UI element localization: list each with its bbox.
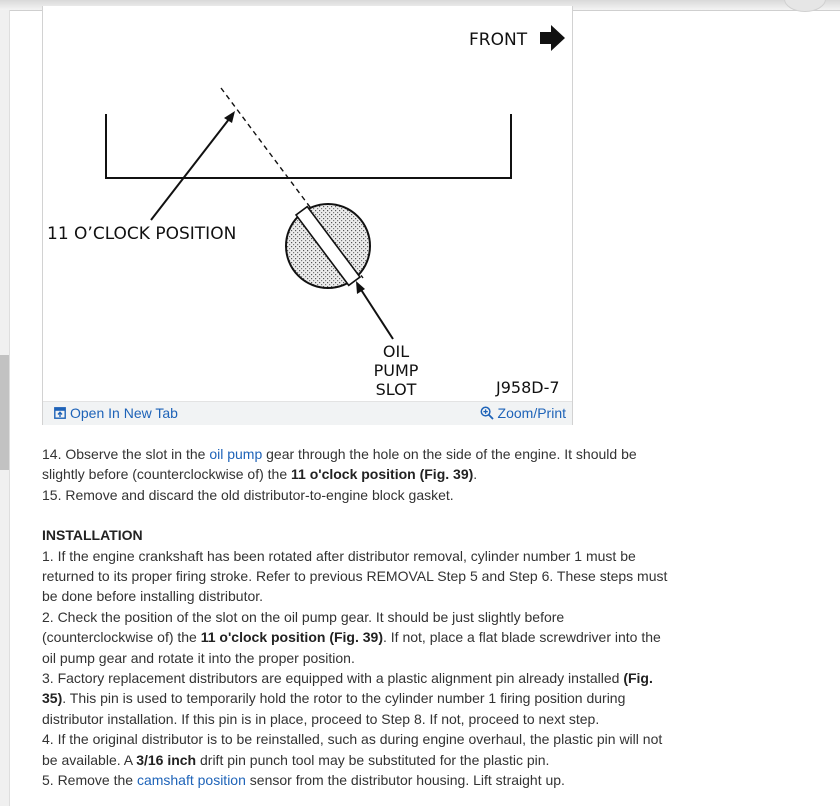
install-step-3 xyxy=(42,668,672,729)
open-in-new-tab-icon xyxy=(54,407,66,419)
install-step-3-bold-figure: (Fig. 35) xyxy=(42,670,653,707)
zoom-icon xyxy=(480,406,494,420)
install-step-2-text: 2. Check the position of the slot on the oil pump gear. It should be just slightly before (counterclockwise of) the xyxy=(42,608,565,646)
clock-leader-arrowhead xyxy=(224,111,235,123)
slot-label: SLOT xyxy=(375,380,417,399)
left-scrollbar-thumb[interactable] xyxy=(0,355,9,470)
open-in-new-tab-link[interactable] xyxy=(54,405,178,421)
open-in-new-tab-text: Open In New Tab xyxy=(70,405,178,421)
install-step-2 xyxy=(42,607,672,668)
slot-leader-line xyxy=(358,285,393,339)
step-14-bold-position: 11 o'clock position xyxy=(291,466,416,483)
front-arrow-icon xyxy=(540,25,565,51)
step-14-text: 14. Observe the slot in the xyxy=(42,446,210,462)
figure-39-diagram xyxy=(42,6,573,425)
install-step-2-bold-figure: (Fig. 39) xyxy=(329,629,383,646)
zoom-print-link[interactable] xyxy=(480,405,566,421)
figure-footer xyxy=(43,401,572,425)
install-step-4-text: 4. If the original distributor is to be reinstalled, such as during engine overhaul, the plastic pin will not be available. A xyxy=(42,731,663,768)
install-step-5-text: 5. Remove the xyxy=(42,772,137,789)
clock-leader-line xyxy=(151,114,233,220)
install-step-3-text-cont: . This pin is used to temporarily hold the rotor to the cylinder number 1 firing position during distributor installation. If this pin is in place, proceed to Step 8. If not, proceed to next step. xyxy=(42,690,626,727)
front-label: FRONT xyxy=(469,30,528,50)
install-step-4 xyxy=(42,729,672,770)
install-step-1: 1. If the engine crankshaft has been rotated after distributor removal, cylinder number 1 must be returned to its proper firing stroke. Refer to previous REMOVAL Step 5 and Step 6. These steps must be done before installing distributor. xyxy=(42,547,668,605)
left-scrollbar[interactable] xyxy=(0,10,10,806)
install-step-5 xyxy=(42,770,672,790)
install-step-2-bold-position: 11 o'clock position xyxy=(200,629,326,646)
pump-label: PUMP xyxy=(373,361,419,380)
install-step-3-text: 3. Factory replacement distributors are equipped with a plastic alignment pin already installed xyxy=(42,670,624,687)
clock-position-label: 11 O’CLOCK POSITION xyxy=(47,224,237,244)
oil-pump-link[interactable]: oil pump xyxy=(209,446,263,462)
engine-block-outline xyxy=(106,114,511,178)
camshaft-position-link[interactable]: camshaft position xyxy=(136,772,246,789)
zoom-print-text: Zoom/Print xyxy=(497,405,566,421)
diagram-svg xyxy=(43,6,572,401)
figure-code-label: J958D-7 xyxy=(496,378,560,397)
install-step-4-text-cont: drift pin punch tool may be substituted for the plastic pin. xyxy=(196,751,550,768)
step-15: 15. Remove and discard the old distributor-to-engine block gasket. xyxy=(42,486,454,503)
install-step-2-text-cont: . If not, place a flat blade screwdriver into the oil pump gear and rotate it into the proper position. xyxy=(42,629,661,666)
oil-label: OIL xyxy=(382,342,410,361)
step-14 xyxy=(42,444,672,485)
procedure-text xyxy=(42,444,672,791)
step-14-bold-figure: (Fig. 39) xyxy=(419,466,474,483)
paragraph-gap xyxy=(42,505,672,525)
install-step-5-text-cont: sensor from the distributor housing. Lift straight up. xyxy=(245,772,565,789)
installation-heading: INSTALLATION xyxy=(42,527,143,544)
install-step-4-bold-size: 3/16 inch xyxy=(136,751,197,768)
step-14-text-cont: gear through the hole on the side of the engine. It should be slightly before (counterclockwise of) the xyxy=(42,446,637,483)
step-14-period: . xyxy=(473,466,478,483)
